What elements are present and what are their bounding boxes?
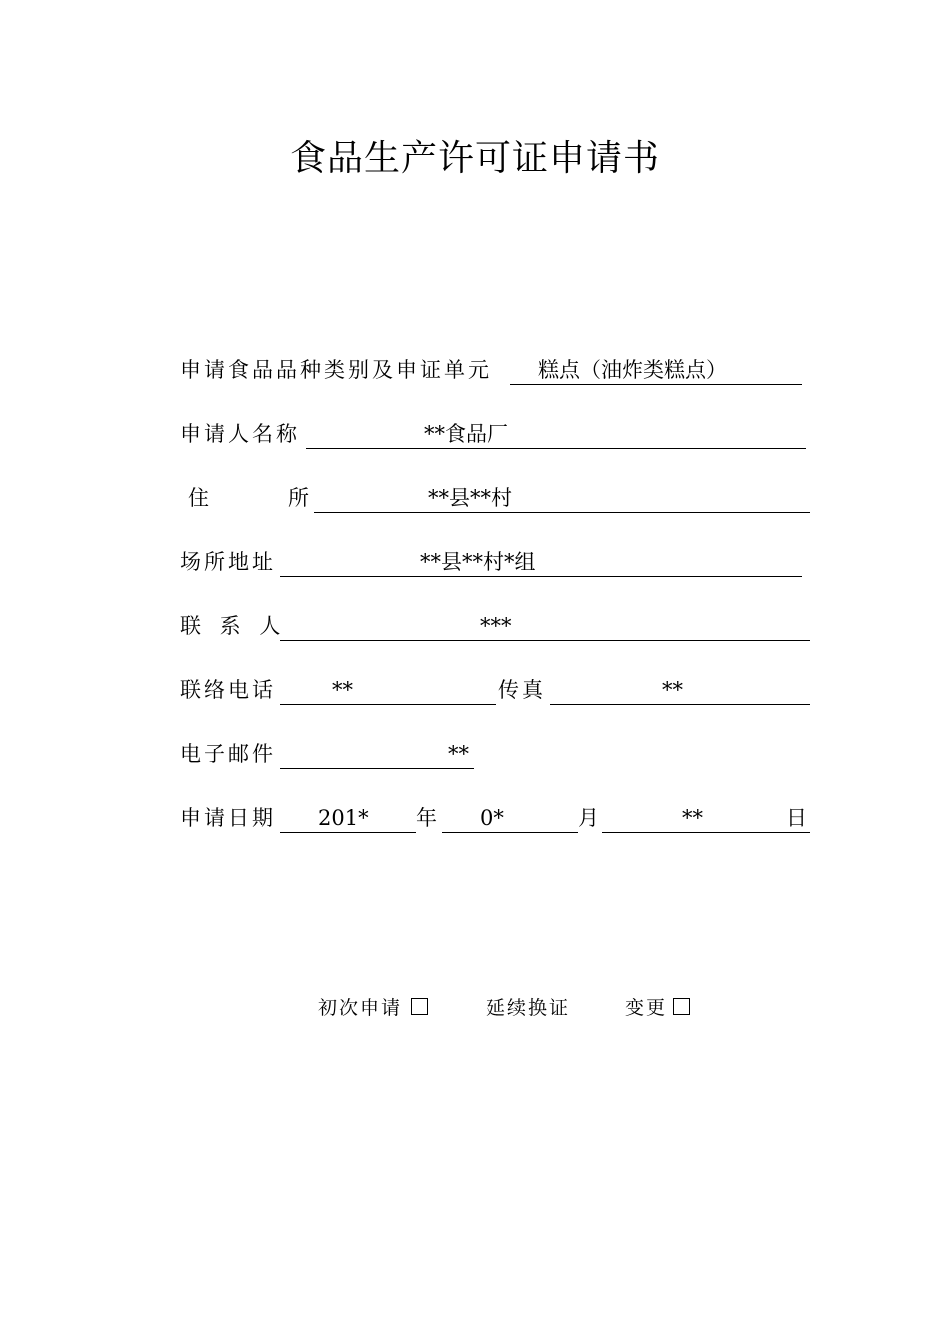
category-label: 申请食品品种类别及申证单元 (180, 358, 492, 382)
date-label: 申请日期 (180, 806, 276, 830)
initial-application-label: 初次申请 (318, 997, 403, 1019)
date-year-unit: 年 (416, 806, 440, 830)
date-year-value: 201* (318, 806, 369, 830)
applicant-label: 申请人名称 (180, 422, 300, 446)
date-year-field[interactable] (280, 804, 416, 833)
date-day-field[interactable] (602, 804, 810, 833)
fax-value: ** (662, 678, 683, 702)
date-day-value: ** (682, 806, 703, 830)
site-address-label: 场所地址 (180, 550, 276, 574)
contact-person-value: *** (480, 614, 512, 638)
site-address-field[interactable] (280, 548, 802, 577)
fax-field[interactable] (550, 676, 810, 705)
renewal-label: 延续换证 (486, 997, 571, 1019)
contact-person-field[interactable] (280, 612, 810, 641)
email-label: 电子邮件 (180, 742, 276, 766)
date-month-unit: 月 (578, 806, 602, 830)
fax-label: 传真 (498, 678, 546, 702)
initial-application-checkbox[interactable] (411, 998, 428, 1015)
site-address-value: **县**村*组 (420, 550, 536, 574)
document-title: 食品生产许可证申请书 (289, 138, 660, 179)
phone-value: ** (332, 678, 353, 702)
residence-label-first: 住 (188, 486, 212, 510)
change-label: 变更 (625, 997, 668, 1019)
application-type-options (0, 992, 950, 1024)
applicant-field[interactable] (306, 420, 806, 449)
date-day-unit: 日 (786, 806, 807, 830)
email-field[interactable] (280, 740, 474, 769)
applicant-value: **食品厂 (424, 422, 508, 446)
residence-value: **县**村 (428, 486, 512, 510)
category-field[interactable] (510, 356, 802, 385)
phone-label: 联络电话 (180, 678, 276, 702)
category-value: 糕点（油炸类糕点） (538, 358, 727, 382)
contact-person-label: 联 系 人 (180, 614, 287, 638)
change-checkbox[interactable] (673, 998, 690, 1015)
residence-label-second: 所 (288, 486, 312, 510)
residence-field[interactable] (314, 484, 810, 513)
email-value: ** (448, 742, 469, 766)
date-month-field[interactable] (442, 804, 578, 833)
phone-field[interactable] (280, 676, 496, 705)
date-month-value: 0* (480, 806, 504, 830)
